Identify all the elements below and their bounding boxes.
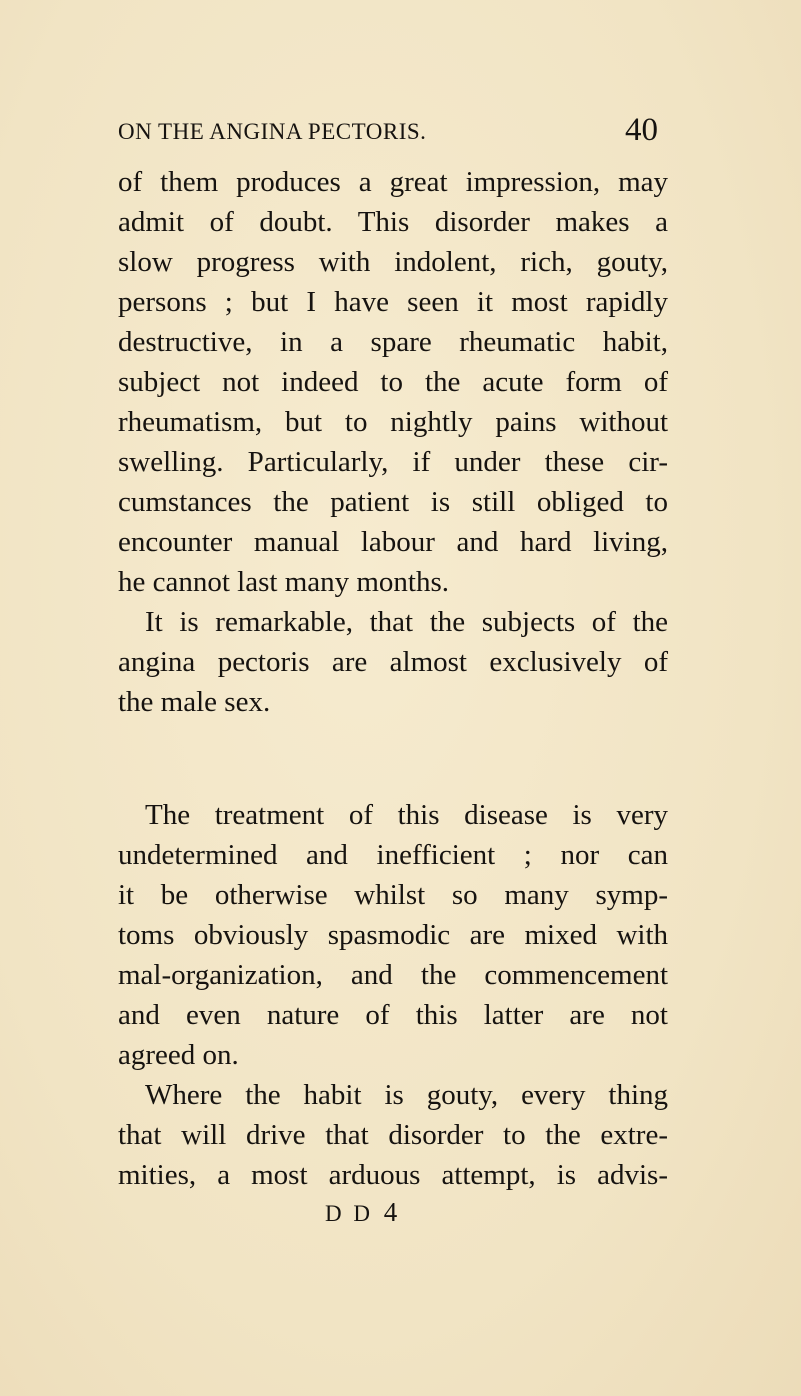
running-title: ON THE ANGINA PECTORIS.	[118, 119, 427, 144]
text-line: The treatment of this disease is very	[145, 799, 668, 831]
text-line: rheumatism, but to nightly pains without	[118, 406, 668, 438]
text-line: It is remarkable, that the subjects of the	[145, 606, 668, 638]
text-line: mities, a most arduous attempt, is advis-	[118, 1159, 668, 1191]
text-line: admit of doubt. This disorder makes a	[118, 206, 668, 238]
text-line: and even nature of this latter are not	[118, 999, 668, 1031]
text-line: persons ; but I have seen it most rapidly	[118, 286, 668, 318]
text-line: undetermined and inefficient ; nor can	[118, 839, 668, 871]
text-line: mal-organization, and the commencement	[118, 959, 668, 991]
signature-mark	[325, 1197, 397, 1228]
text-line: that will drive that disorder to the extre-	[118, 1119, 668, 1151]
text-line: toms obviously spasmodic are mixed with	[118, 919, 668, 951]
text-line: destructive, in a spare rheumatic habit,	[118, 326, 668, 358]
text-line: encounter manual labour and hard living,	[118, 526, 668, 558]
text-line: slow progress with indolent, rich, gouty,	[118, 246, 668, 278]
page-number: 40	[625, 112, 658, 148]
text-line: subject not indeed to the acute form of	[118, 366, 668, 398]
text-line: cumstances the patient is still obliged to	[118, 486, 668, 518]
signature-letters: D D	[325, 1201, 373, 1226]
text-line: agreed on.	[118, 1039, 239, 1071]
text-line: Where the habit is gouty, every thing	[145, 1079, 668, 1111]
text-line: swelling. Particularly, if under these cir-	[118, 446, 668, 478]
text-line: the male sex.	[118, 686, 271, 718]
text-line: it be otherwise whilst so many symp-	[118, 879, 668, 911]
text-line: angina pectoris are almost exclusively of	[118, 646, 668, 678]
text-line: of them produces a great impression, may	[118, 166, 668, 198]
running-head	[118, 113, 660, 153]
signature-number: 4	[383, 1197, 398, 1227]
text-line: he cannot last many months.	[118, 566, 450, 598]
